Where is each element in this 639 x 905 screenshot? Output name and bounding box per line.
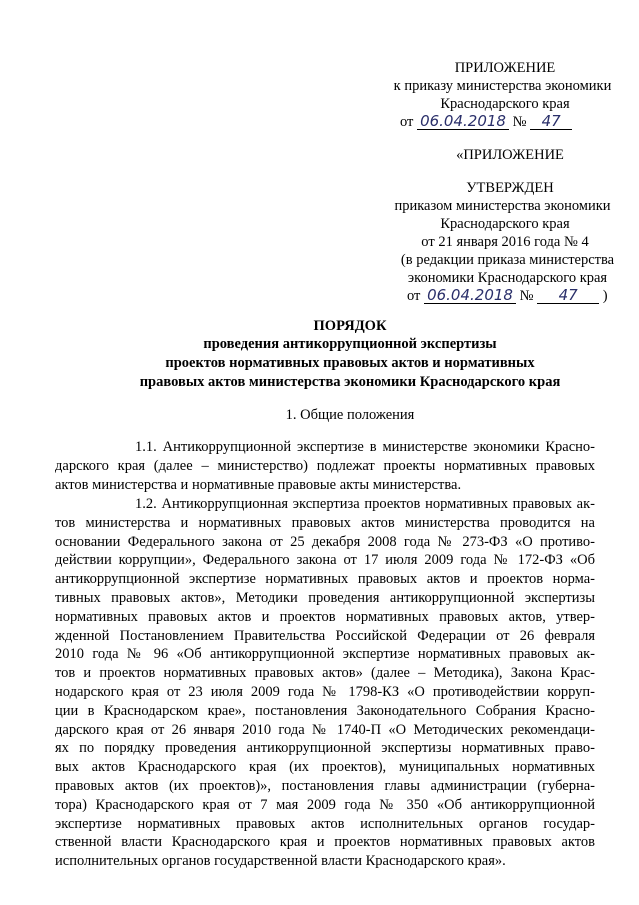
paragraph-1-2-line: 2010 года № 96 «Об антикоррупционной экспертизе нормативных правовых ак- — [55, 646, 595, 663]
paragraph-1-1-line: дарского края (далее – министерство) подлежат проекты нормативных правовых — [55, 457, 595, 474]
number-prefix: № — [512, 114, 527, 130]
approval-date-row — [407, 288, 608, 305]
paragraph-1-2-line: тора) Краснодарского края от 7 мая 2009 года № 350 «Об антикоррупционной — [55, 796, 595, 813]
paragraph-1-1 — [55, 438, 595, 494]
document-title-line-2: проектов нормативных правовых актов и нормативных — [165, 355, 535, 371]
approval-number-prefix: № — [519, 288, 534, 304]
paragraph-1-2-line: антикоррупционной экспертизе нормативных правовых актов и проектов норма- — [55, 571, 595, 588]
appendix-line-2: Краснодарского края — [440, 96, 570, 112]
paragraph-1-2-line: нодарского края от 23 июля 2009 года № 1798-КЗ «О противодействии корруп- — [55, 683, 595, 700]
approval-line-2: Краснодарского края — [440, 216, 570, 232]
paragraph-1-2-line: ственной власти Краснодарского края и проектов нормативных правовых актов — [55, 834, 595, 851]
approved-label: УТВЕРЖДЕН — [466, 180, 554, 196]
paragraph-1-2-line: ции в Краснодарском крае», постановления Законодательного Собрания Красно- — [55, 702, 595, 719]
paragraph-1-2-line: исполнительных органов государственной власти Краснодарского края». — [55, 853, 506, 870]
paragraph-1-2-line: 1.2. Антикоррупционная экспертиза проектов нормативных правовых ак- — [135, 496, 595, 512]
appendix-date-row — [400, 114, 572, 131]
handwritten-number-text: 47 — [541, 112, 561, 130]
paragraph-1-2-line: тов и проектов нормативных правовых актов» (далее – Методика), Закона Крас- — [55, 665, 595, 682]
approval-line-1: приказом министерства экономики — [394, 198, 611, 214]
document-title: ПОРЯДОК — [313, 318, 387, 334]
approval-line-3: от 21 января 2016 года № 4 — [421, 234, 589, 250]
handwritten-number — [530, 114, 572, 130]
paragraph-1-2-line: ях по порядку проведения антикоррупционной экспертизы нормативных право- — [55, 740, 595, 757]
paragraph-1-2 — [55, 495, 595, 871]
approval-date-prefix: от — [407, 288, 421, 304]
approval-line-4: (в редакции приказа министерства — [400, 252, 615, 268]
paragraph-1-2-line: нормативных правовых актов и проектов нормативных правовых актов, утвер- — [55, 608, 595, 625]
approval-appendix-title: «ПРИЛОЖЕНИЕ — [456, 147, 564, 163]
paragraph-1-2-line: тов министерства и нормативных правовых актов министерства проводится на — [55, 514, 595, 531]
paragraph-1-2-line: дарского края от 26 января 2010 года № 1740-П «О Методических рекомендаци- — [55, 721, 595, 738]
approval-handwritten-number-text: 47 — [558, 286, 578, 304]
approval-handwritten-date-text: 06.04.2018 — [427, 286, 513, 304]
appendix-title: ПРИЛОЖЕНИЕ — [454, 60, 556, 76]
paragraph-1-2-line: действии коррупции», Федерального закона от 17 июля 2009 года № 172-ФЗ «Об — [55, 552, 595, 569]
document-title-line-1: проведения антикоррупционной экспертизы — [203, 336, 497, 352]
approval-handwritten-date — [424, 288, 516, 304]
paragraph-1-2-text — [55, 495, 595, 871]
paragraph-1-2-line: тивных правовых актов», Методики проведения антикоррупционной экспертизы — [55, 589, 595, 606]
paragraph-1-1-line: актов министерства и нормативные правовые акты министерства. — [55, 476, 462, 493]
handwritten-date-text: 06.04.2018 — [420, 112, 506, 130]
approval-handwritten-number — [537, 288, 599, 304]
paragraph-1-2-line: вых актов Краснодарского края (их проектов), муниципальных нормативных — [55, 759, 595, 776]
approval-line-5: экономики Краснодарского края — [407, 270, 608, 286]
paragraph-1-1-line: 1.1. Антикоррупционной экспертизе в министерстве экономики Красно- — [135, 439, 595, 455]
paragraph-1-1-text — [55, 438, 595, 494]
section-heading: 1. Общие положения — [285, 407, 415, 423]
handwritten-date — [417, 114, 509, 130]
paragraph-1-2-line: экспертизе нормативных правовых актов исполнительных органов государ- — [55, 815, 595, 832]
paragraph-1-2-line: правовых актов (их проектов)», постановления главы администрации (губерна- — [55, 777, 595, 794]
document-title-line-3: правовых актов министерства экономики Краснодарского края — [139, 374, 561, 390]
date-prefix: от — [400, 114, 414, 130]
approval-closing-paren: ) — [602, 288, 608, 304]
paragraph-1-2-line: основании Федерального закона от 25 декабря 2008 года № 273-ФЗ «О противо- — [55, 533, 595, 550]
paragraph-1-2-line: жденной Постановлением Правительства Российской Федерации от 26 февраля — [55, 627, 595, 644]
appendix-line-1: к приказу министерства экономики — [393, 78, 612, 94]
